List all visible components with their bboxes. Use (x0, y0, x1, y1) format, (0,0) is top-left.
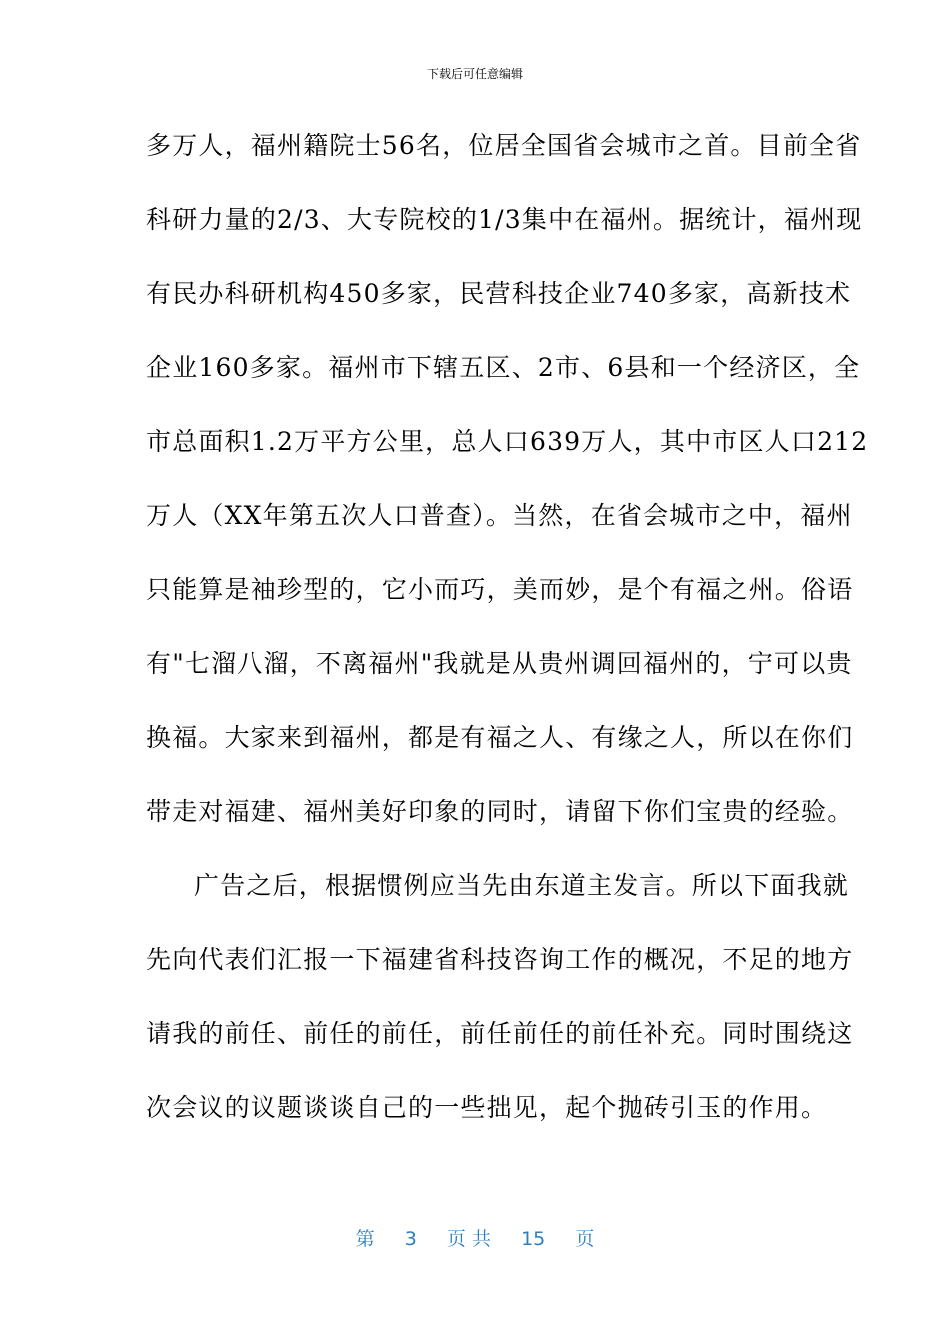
text-line: 请我的前任、前任的前任，前任前任的前任补充。同时围绕这 (146, 1019, 854, 1048)
text-line: 换福。大家来到福州，都是有福之人、有缘之人，所以在你们 (146, 723, 854, 752)
current-page-number: 3 (404, 1228, 417, 1250)
text-line: 带走对福建、福州美好印象的同时，请留下你们宝贵的经验。 (146, 797, 854, 826)
footer-suffix: 页 (575, 1228, 595, 1250)
text-line: 先向代表们汇报一下福建省科技咨询工作的概况，不足的地方 (146, 945, 854, 974)
header-text: 下载后可任意编辑 (426, 67, 523, 81)
footer-prefix: 第 (355, 1228, 375, 1250)
text-line: 只能算是袖珍型的，它小而巧，美而妙，是个有福之州。俗语 (146, 575, 854, 604)
text-line: 企业160多家。福州市下辖五区、2市、6县和一个经济区，全 (146, 353, 861, 382)
text-line: 市总面积1.2万平方公里，总人口639万人，其中市区人口212 (146, 427, 869, 456)
footer-middle: 页 共 (446, 1228, 491, 1250)
text-line: 有"七溜八溜，不离福州"我就是从贵州调回福州的，宁可以贵 (146, 649, 853, 678)
paragraph-first-line: 广告之后，根据惯例应当先由东道主发言。所以下面我就 (194, 871, 850, 900)
text-line: 有民办科研机构450多家，民营科技企业740多家，高新技术 (146, 279, 852, 308)
page-footer (0, 1225, 950, 1253)
text-line: 万人（XX年第五次人口普查）。当然，在省会城市之中，福州 (146, 501, 853, 530)
page-header (0, 66, 950, 82)
total-pages-number: 15 (521, 1228, 546, 1250)
text-line: 科研力量的2/3、大专院校的1/3集中在福州。据统计，福州现 (146, 205, 863, 234)
text-line: 次会议的议题谈谈自己的一些拙见，起个抛砖引玉的作用。 (146, 1093, 828, 1122)
text-line: 多万人，福州籍院士56名，位居全国省会城市之首。目前全省 (146, 131, 862, 160)
document-body (146, 124, 869, 1160)
